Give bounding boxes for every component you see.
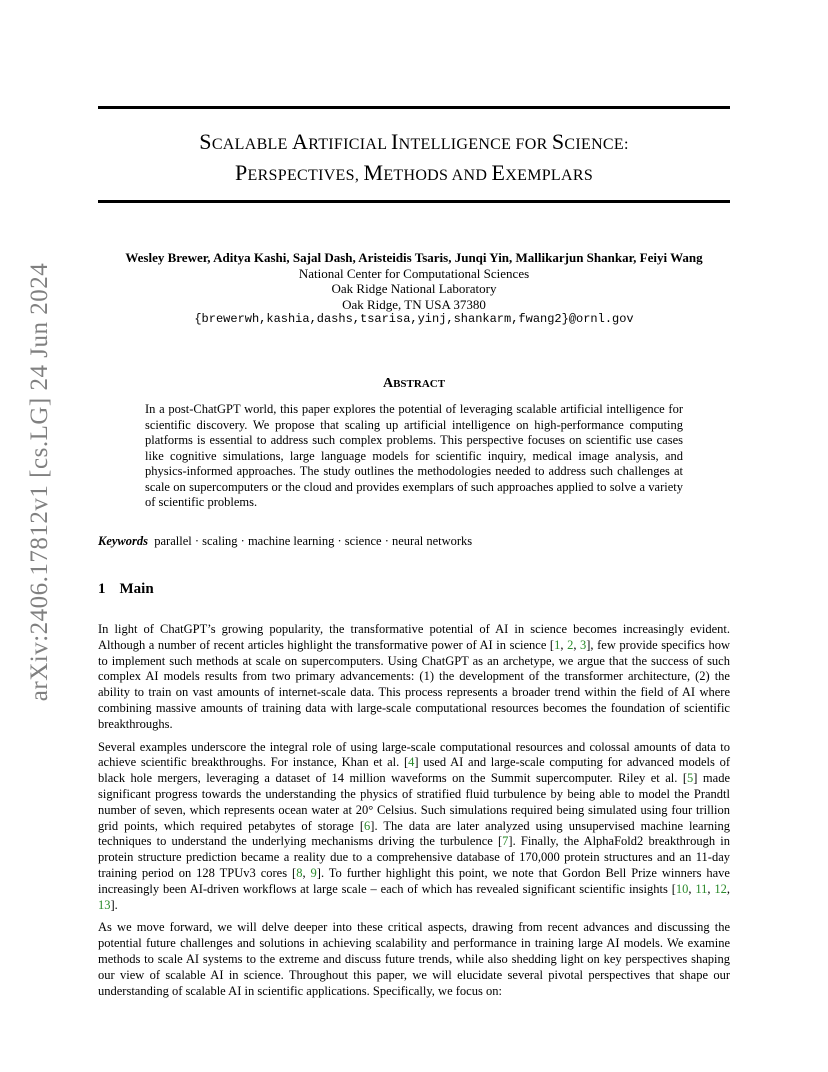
paragraph-text: , [688,881,696,896]
title-word-cap: S [199,129,212,154]
body-paragraph [98,622,730,733]
title-rule-bottom [98,200,730,203]
citation-link[interactable]: 7 [502,834,509,849]
citation-link[interactable]: 5 [687,771,694,786]
title-word-rest: RTIFICIAL [308,136,391,153]
abstract-text: In a post-ChatGPT world, this paper explores the potential of leveraging scalable artificial intelligence for scientific discovery. We propose that scaling up artificial intelligence on high-performance computing platforms is essential to address such complex problems. This perspective focuses on scientific use cases like cognitive simulations, large language models for scientific inquiry, medical image analysis, and physics-informed approaches. The study outlines the methodologies needed to address such challenges at scale on supercomputers or the cloud and provides exemplars of such approaches applied to solve a variety of scientific problems. [145,402,683,509]
main-body-text [98,622,730,1006]
title-word-rest: CALABLE [211,136,292,153]
title-line-2 [98,159,730,190]
keywords-line [98,533,730,549]
title-word-rest: ERSPECTIVES, [247,167,364,184]
title-rule-top [98,106,730,109]
author-names: Wesley Brewer, Aditya Kashi, Sajal Dash, Aristeidis Tsaris, Junqi Yin, Mallikarjun Shankar, Feiyi Wang [125,250,703,265]
title-word-cap: P [234,160,248,185]
title-word-rest: NTELLIGENCE FOR [398,136,552,153]
citation-link[interactable]: 2 [567,637,574,652]
title-word-cap: A [292,129,309,154]
title-word-cap: M [363,160,384,185]
abstract-heading-rest: BSTRACT [393,378,446,390]
author-block [98,250,730,328]
paragraph-text: , [573,637,581,652]
paragraph-text: , [302,865,311,880]
citation-link[interactable]: 10 [675,881,689,896]
affiliation-lab: Oak Ridge National Laboratory [331,281,497,296]
arxiv-sidebar-stamp [22,262,58,702]
section-title: Main [119,581,154,597]
paragraph-text: , [726,881,731,896]
citation-link[interactable]: 13 [98,897,111,912]
title-line-1 [98,128,730,159]
abstract-heading-cap: A [382,376,394,391]
affiliation-center: National Center for Computational Sciences [298,265,530,281]
author-emails: {brewerwh,kashia,dashs,tsarisa,yinj,shankarm,fwang2}@ornl.gov [194,312,634,326]
paragraph-text: ]. Finally, the AlphaFold2 breakthrough in protein structure prediction became a reality due to a comprehensive database of 170,000 protein structures and an 11-day training period on 128 TPUv3 cores [ [98,834,730,880]
citation-link[interactable]: 6 [364,818,371,833]
paragraph-text: ]. The data are later analyzed using unsupervised machine learning techniques to understand the underlying mechanisms driving the turbulence [ [98,818,730,849]
paper-title [98,128,730,190]
citation-link[interactable]: 9 [310,865,317,880]
title-word-rest: CIENCE: [564,136,629,153]
paragraph-text: In light of ChatGPT’s growing popularity, the transformative potential of AI in science becomes increasingly evident. Although a number of recent articles highlight the transformative power of AI in science [ [98,622,730,652]
citation-link[interactable]: 11 [695,881,708,896]
paragraph-text: As we move forward, we will delve deeper into these critical aspects, drawing from recent advances and discussing the potential future challenges and solutions in achieving scalability and performance in training large AI models. We examine methods to scale AI systems to the extreme and discuss future trends, while also shedding light on key perspectives shaping our view of scalable AI in science. Throughout this paper, we will elucidate several pivotal perspectives that shape our understanding of scalable AI in scientific applications. Specifically, we focus on: [98,920,730,998]
title-word-cap: E [491,160,506,185]
paragraph-text: ] used AI and large-scale computing for advanced models of black hole mergers, leveraging a dataset of 14 million waveforms on the Summit supercomputer. Riley et al. [ [98,755,730,786]
paragraph-text: ]. [110,897,118,912]
section-heading [98,581,154,598]
citation-link[interactable]: 1 [554,637,561,652]
body-paragraph [98,920,730,999]
citation-link[interactable]: 8 [296,865,303,880]
affiliation-address: Oak Ridge, TN USA 37380 [342,296,486,312]
citation-link[interactable]: 3 [580,637,587,652]
paragraph-text: , [560,637,568,652]
title-word-rest: XEMPLARS [505,167,594,184]
arxiv-identifier: arXiv:2406.17812v1 [cs.LG] 24 Jun 2024 [26,262,53,702]
body-paragraph [98,740,730,914]
paragraph-text: ]. To further highlight this point, we note that Gordon Bell Prize winners have increasingly been AI-driven workflows at large scale – each of which has revealed significant scientific insights [ [98,865,730,896]
title-word-rest: ETHODS AND [383,167,492,184]
keywords-label: Keywords [98,534,148,548]
keywords-list: parallel · scaling · machine learning · science · neural networks [154,534,473,548]
abstract-heading [98,376,730,392]
title-word-cap: S [551,129,565,154]
citation-link[interactable]: 12 [714,881,727,896]
section-number: 1 [98,581,106,597]
paragraph-text: , [707,881,715,896]
title-word-cap: I [390,129,399,154]
citation-link[interactable]: 4 [408,755,415,770]
paragraph-text: ], few provide specifics how to implement such methods at scale on supercomputers. Using ChatGPT as an archetype, we argue that the success of such complex AI models results from two primary advancements: (1) the development of the transformer architecture, (2) the ability to train on vast amounts of internet-scale data. This process represents a broader trend within the field of AI where combining massive amounts of training data with large-scale computational resources becomes the foundation of scientific breakthroughs. [98,637,731,731]
paragraph-text: ] made significant progress towards the understanding the physics of stratified fluid turbulence by being able to model the Prandtl number of seven, which represents ocean water at 20° Celsius. Such simulations required being simulated using four trillion grid points, which required petabytes of storage [ [98,771,730,833]
paragraph-text: Several examples underscore the integral role of using large-scale computational resources and colossal amounts of data to achieve scientific breakthroughs. For instance, Khan et al. [ [98,739,730,770]
